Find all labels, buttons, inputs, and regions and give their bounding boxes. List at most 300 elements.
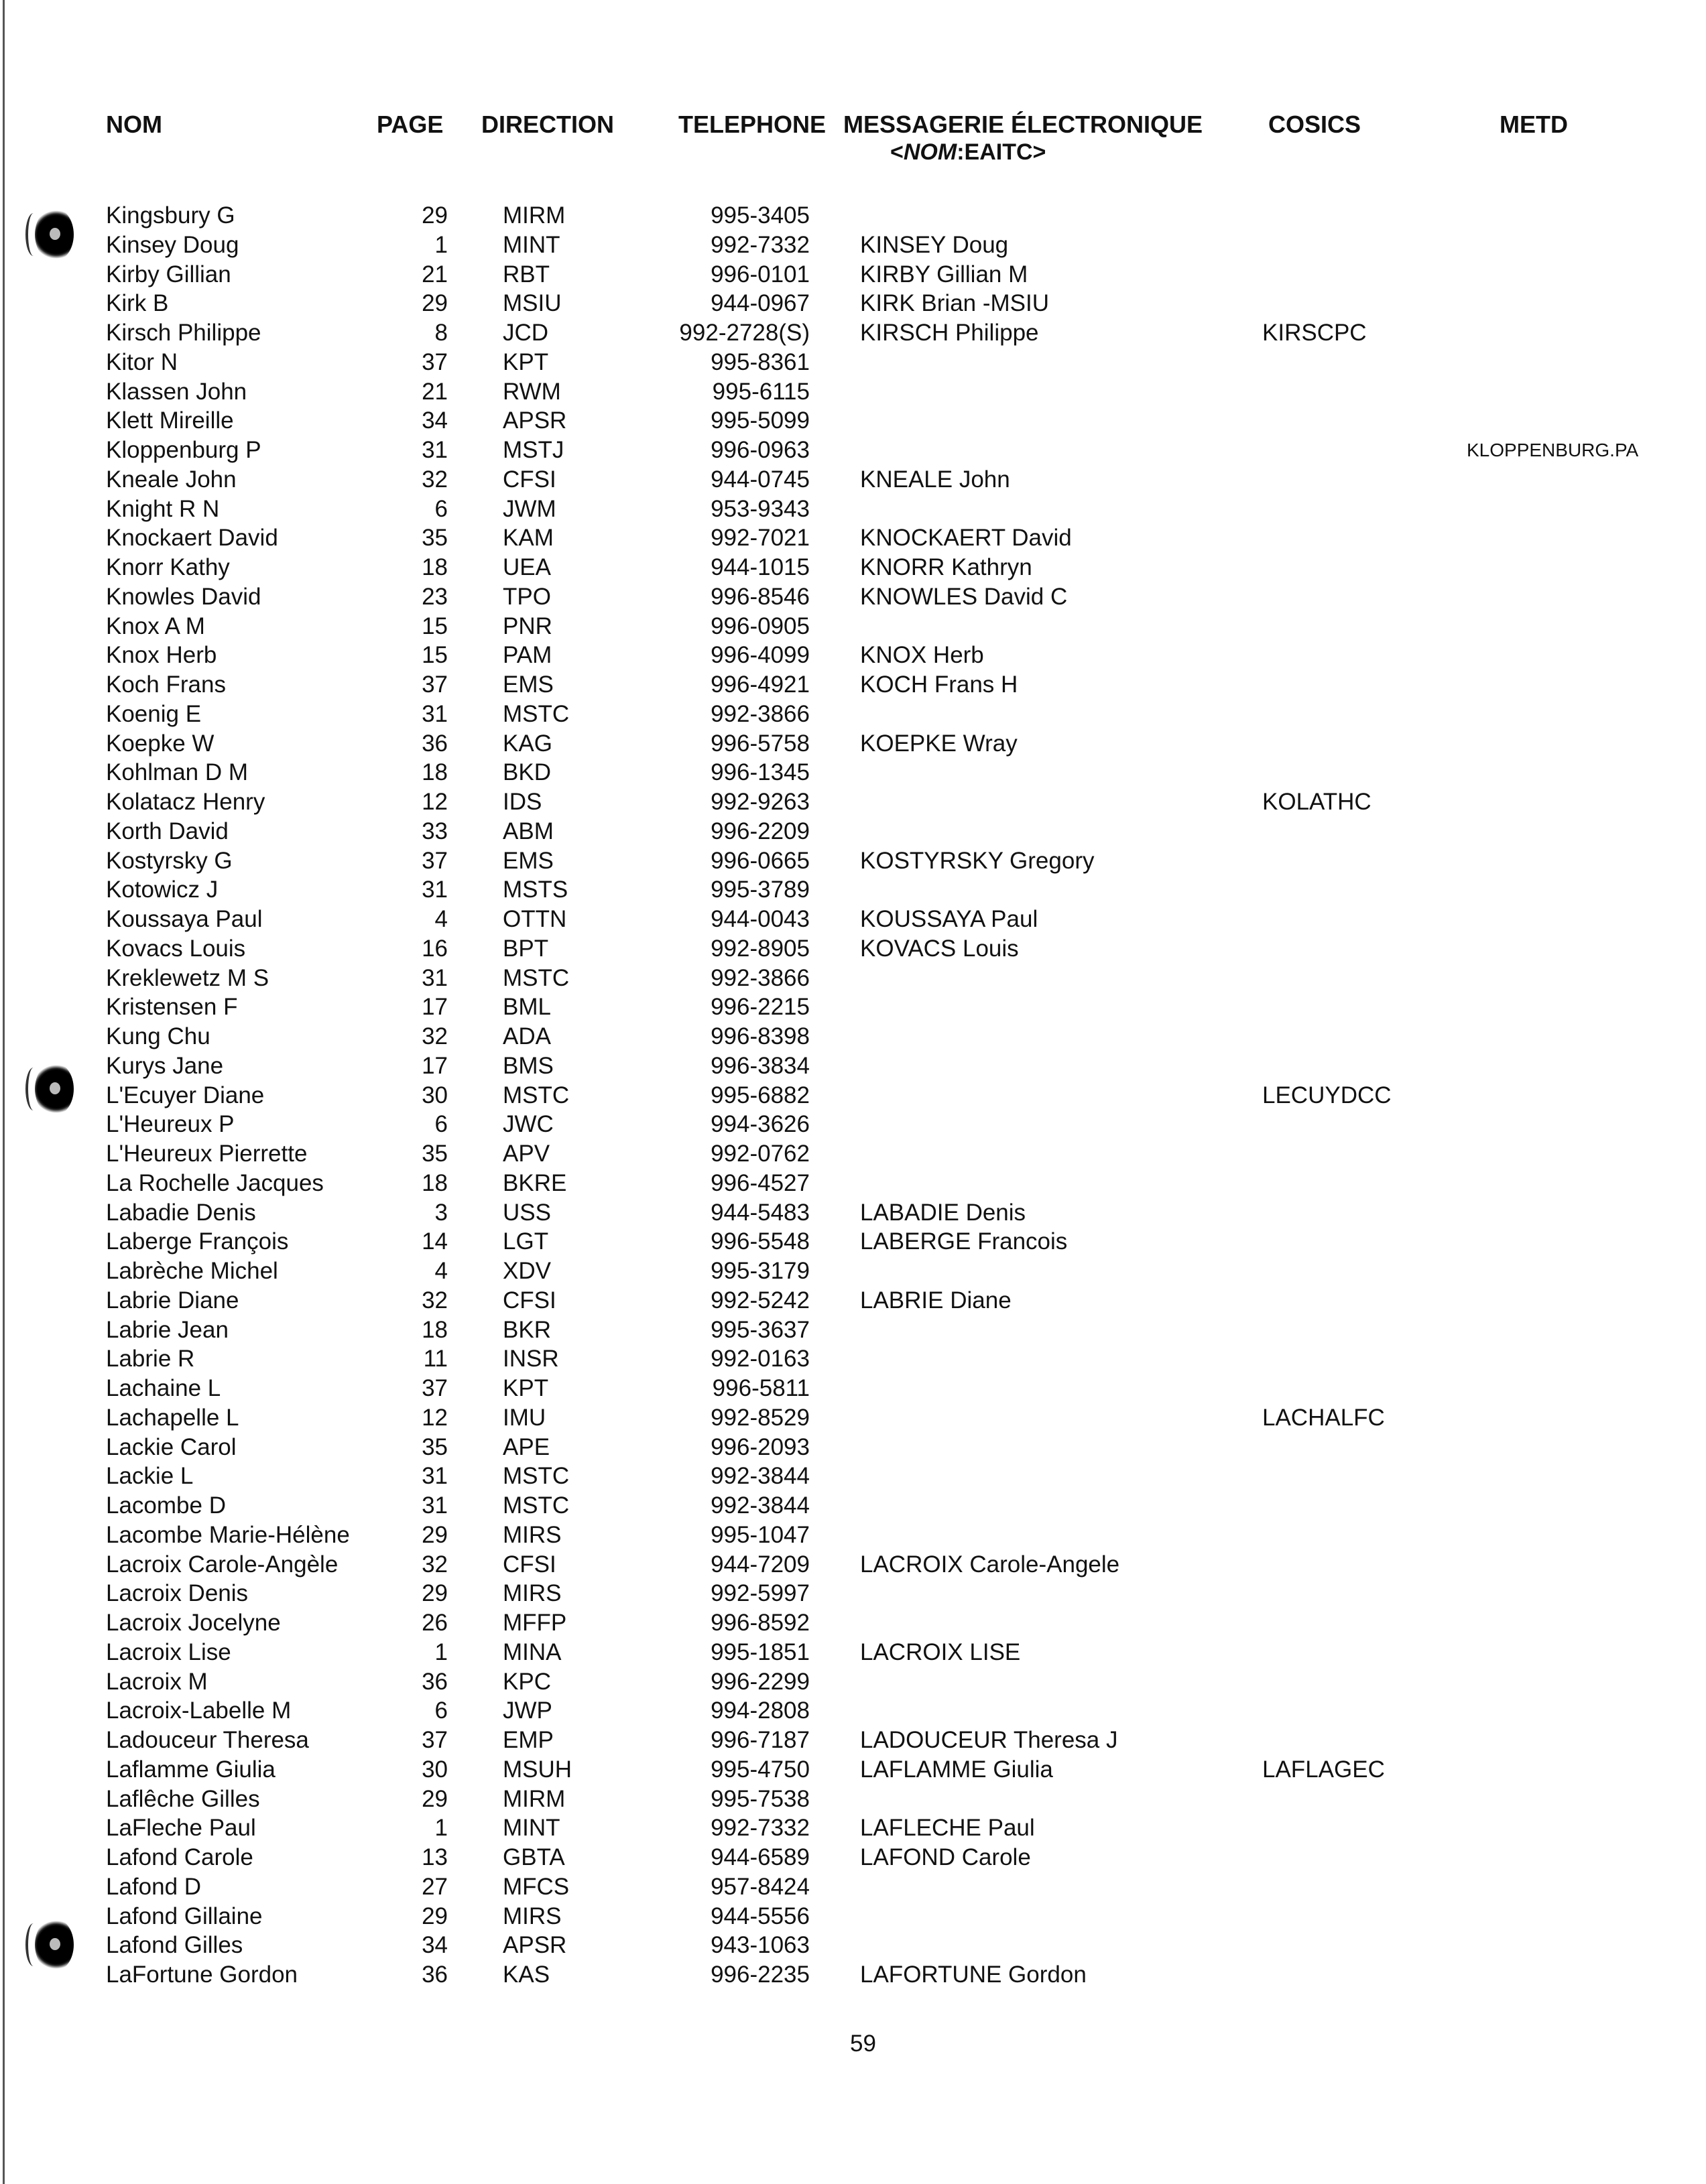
- cell-dir: JWM: [503, 495, 556, 522]
- cell-nom: Kitor N: [106, 348, 178, 375]
- cell-page: 8: [434, 320, 448, 346]
- cell-mail: LAFLAMME Giulia: [860, 1756, 1053, 1783]
- table-row: [0, 1755, 1706, 1785]
- cell-mail: KINSEY Doug: [860, 231, 1009, 258]
- cell-nom: Lacroix Denis: [106, 1580, 249, 1607]
- cell-page: 6: [434, 495, 448, 522]
- cell-dir: MSIU: [503, 290, 562, 317]
- table-row: [0, 1608, 1706, 1638]
- cell-nom: Lacroix Jocelyne: [106, 1610, 281, 1636]
- table-row: [0, 1931, 1706, 1960]
- cell-page: 4: [434, 1258, 448, 1284]
- cell-tel: 995-7538: [711, 1785, 810, 1812]
- table-row: [0, 1315, 1706, 1345]
- cell-mail: KNEALE John: [860, 466, 1010, 493]
- cell-metd: KLOPPENBURG.PA: [1467, 440, 1639, 460]
- cell-dir: CFSI: [503, 1551, 556, 1578]
- cell-nom: Labadie Denis: [106, 1199, 256, 1226]
- cell-tel: 996-5811: [712, 1375, 810, 1401]
- cell-tel: 992-3844: [711, 1492, 810, 1519]
- cell-page: 37: [422, 348, 448, 375]
- cell-nom: Lackie L: [106, 1463, 194, 1490]
- table-row: [0, 1374, 1706, 1403]
- table-row: [0, 1139, 1706, 1169]
- table-row: [0, 231, 1706, 260]
- header-messagerie: MESSAGERIE ÉLECTRONIQUE: [843, 111, 1203, 138]
- cell-nom: Labrie Diane: [106, 1287, 239, 1313]
- cell-page: 36: [422, 730, 448, 757]
- cell-dir: KPT: [503, 348, 549, 375]
- page-number: 59: [850, 2031, 876, 2057]
- cell-tel: 944-7209: [711, 1551, 810, 1578]
- cell-dir: ABM: [503, 818, 554, 844]
- cell-mail: KIRK Brian -MSIU: [860, 290, 1049, 317]
- table-row: [0, 846, 1706, 876]
- cell-page: 18: [422, 759, 448, 786]
- cell-nom: LaFortune Gordon: [106, 1962, 298, 1988]
- header-nom: NOM: [106, 111, 162, 138]
- cell-page: 17: [422, 1052, 448, 1079]
- cell-nom: Lafond Carole: [106, 1844, 253, 1870]
- table-row: [0, 875, 1706, 905]
- cell-nom: L'Ecuyer Diane: [106, 1082, 265, 1108]
- cell-page: 18: [422, 554, 448, 580]
- cell-tel: 992-2728(S): [679, 320, 810, 346]
- cell-dir: EMS: [503, 847, 554, 874]
- table-row: [0, 1462, 1706, 1491]
- cell-tel: 995-1047: [711, 1521, 810, 1548]
- table-row: [0, 377, 1706, 407]
- cell-mail: LABADIE Denis: [860, 1199, 1026, 1226]
- cell-dir: MIRM: [503, 202, 566, 229]
- header-metd: METD: [1500, 111, 1568, 138]
- cell-nom: Knorr Kathy: [106, 554, 230, 580]
- cell-page: 29: [422, 1903, 448, 1929]
- cell-tel: 944-5483: [711, 1199, 810, 1226]
- cell-page: 1: [434, 1639, 448, 1665]
- cell-page: 15: [422, 642, 448, 669]
- cell-nom: Kovacs Louis: [106, 935, 246, 962]
- cell-page: 26: [422, 1610, 448, 1636]
- cell-dir: INSR: [503, 1346, 559, 1372]
- cell-page: 18: [422, 1169, 448, 1196]
- cell-page: 31: [422, 964, 448, 991]
- cell-nom: Kreklewetz M S: [106, 964, 269, 991]
- cell-page: 11: [423, 1346, 448, 1372]
- table-row: [0, 964, 1706, 993]
- cell-dir: BKR: [503, 1316, 551, 1343]
- cell-nom: Koepke W: [106, 730, 215, 757]
- cell-tel: 953-9343: [711, 495, 810, 522]
- cell-nom: Lackie Carol: [106, 1433, 237, 1460]
- cell-page: 16: [422, 935, 448, 962]
- cell-page: 21: [422, 378, 448, 405]
- cell-tel: 994-3626: [711, 1111, 810, 1138]
- cell-dir: JCD: [503, 320, 549, 346]
- cell-page: 33: [422, 818, 448, 844]
- cell-dir: MSTC: [503, 700, 570, 727]
- cell-nom: Kung Chu: [106, 1023, 210, 1049]
- cell-cosics: LACHALFC: [1262, 1404, 1385, 1431]
- table-row: [0, 1081, 1706, 1110]
- cell-cosics: LAFLAGEC: [1262, 1756, 1385, 1783]
- cell-mail: LAFORTUNE Gordon: [860, 1962, 1087, 1988]
- cell-page: 30: [422, 1082, 448, 1108]
- cell-tel: 944-0745: [711, 466, 810, 493]
- table-row: [0, 201, 1706, 231]
- table-row: [0, 1344, 1706, 1374]
- cell-mail: KOSTYRSKY Gregory: [860, 847, 1095, 874]
- cell-mail: KIRSCH Philippe: [860, 320, 1039, 346]
- cell-page: 37: [422, 847, 448, 874]
- cell-dir: KPC: [503, 1668, 551, 1695]
- table-row: [0, 1726, 1706, 1755]
- cell-page: 17: [422, 994, 448, 1021]
- table-row: [0, 1110, 1706, 1139]
- cell-page: 32: [422, 1287, 448, 1313]
- cell-page: 1: [434, 1815, 448, 1842]
- cell-nom: Lachaine L: [106, 1375, 221, 1401]
- table-row: [0, 1813, 1706, 1843]
- header-page: PAGE: [377, 111, 444, 138]
- cell-page: 6: [434, 1111, 448, 1138]
- cell-nom: Laberge François: [106, 1228, 289, 1255]
- table-row: [0, 1198, 1706, 1228]
- table-row: [0, 817, 1706, 846]
- cell-tel: 996-4921: [711, 671, 810, 698]
- cell-nom: Klett Mireille: [106, 407, 234, 434]
- cell-nom: Korth David: [106, 818, 229, 844]
- cell-dir: CFSI: [503, 1287, 556, 1313]
- cell-nom: Kingsbury G: [106, 202, 235, 229]
- cell-dir: EMP: [503, 1727, 554, 1753]
- cell-nom: Koussaya Paul: [106, 906, 263, 932]
- cell-tel: 995-4750: [711, 1756, 810, 1783]
- table-row: [0, 1286, 1706, 1315]
- table-row: [0, 1872, 1706, 1902]
- cell-nom: Kinsey Doug: [106, 231, 239, 258]
- cell-nom: Lacombe D: [106, 1492, 226, 1519]
- cell-mail: KOCH Frans H: [860, 671, 1018, 698]
- table-row: [0, 1257, 1706, 1286]
- table-row: [0, 787, 1706, 817]
- table-row: [0, 1579, 1706, 1608]
- cell-nom: Kurys Jane: [106, 1052, 224, 1079]
- cell-tel: 992-7332: [711, 231, 810, 258]
- table-row: [0, 495, 1706, 524]
- cell-page: 29: [422, 1785, 448, 1812]
- table-row: [0, 1550, 1706, 1580]
- cell-page: 12: [422, 789, 448, 815]
- cell-nom: Koch Frans: [106, 671, 226, 698]
- cell-dir: BKRE: [503, 1169, 567, 1196]
- cell-mail: LAFLECHE Paul: [860, 1815, 1035, 1842]
- cell-tel: 995-8361: [711, 348, 810, 375]
- cell-tel: 992-3866: [711, 700, 810, 727]
- cell-dir: MSTC: [503, 1492, 570, 1519]
- cell-page: 29: [422, 1580, 448, 1607]
- cell-dir: LGT: [503, 1228, 549, 1255]
- table-row: [0, 582, 1706, 612]
- cell-mail: LAFOND Carole: [860, 1844, 1031, 1870]
- cell-nom: Kirsch Philippe: [106, 320, 261, 346]
- table-row: [0, 406, 1706, 436]
- cell-dir: MSTC: [503, 1463, 570, 1490]
- cell-dir: MINA: [503, 1639, 562, 1665]
- cell-tel: 996-3834: [711, 1052, 810, 1079]
- cell-page: 4: [434, 906, 448, 932]
- cell-dir: APV: [503, 1141, 550, 1167]
- cell-dir: MFCS: [503, 1873, 570, 1900]
- cell-page: 31: [422, 877, 448, 903]
- cell-mail: KNORR Kathryn: [860, 554, 1032, 580]
- cell-nom: L'Heureux P: [106, 1111, 235, 1138]
- cell-dir: MIRS: [503, 1580, 562, 1607]
- cell-dir: GBTA: [503, 1844, 565, 1870]
- cell-nom: Kotowicz J: [106, 877, 219, 903]
- cell-tel: 996-0101: [711, 261, 810, 287]
- cell-dir: JWC: [503, 1111, 554, 1138]
- cell-tel: 992-3866: [711, 964, 810, 991]
- header-direction: DIRECTION: [481, 111, 614, 138]
- cell-dir: BMS: [503, 1052, 554, 1079]
- cell-dir: OTTN: [503, 906, 567, 932]
- table-row: [0, 934, 1706, 964]
- cell-dir: XDV: [503, 1258, 551, 1284]
- table-row: [0, 1960, 1706, 1990]
- cell-dir: KAS: [503, 1962, 550, 1988]
- cell-mail: KOVACS Louis: [860, 935, 1019, 962]
- cell-nom: Knockaert David: [106, 525, 278, 552]
- cell-page: 27: [422, 1873, 448, 1900]
- cell-nom: Knox Herb: [106, 642, 217, 669]
- cell-mail: KOEPKE Wray: [860, 730, 1018, 757]
- table-row: [0, 1521, 1706, 1550]
- table-row: [0, 1403, 1706, 1433]
- cell-tel: 995-1851: [711, 1639, 810, 1665]
- cell-dir: EMS: [503, 671, 554, 698]
- table-row: [0, 348, 1706, 377]
- cell-nom: Labrie Jean: [106, 1316, 229, 1343]
- cell-dir: UEA: [503, 554, 551, 580]
- table-row: [0, 641, 1706, 670]
- table-row: [0, 905, 1706, 934]
- cell-tel: 996-0963: [711, 437, 810, 463]
- cell-tel: 944-0043: [711, 906, 810, 932]
- cell-page: 32: [422, 466, 448, 493]
- cell-tel: 996-8546: [711, 583, 810, 610]
- cell-dir: APE: [503, 1433, 550, 1460]
- cell-nom: Lafond Gillaine: [106, 1903, 263, 1929]
- cell-tel: 996-2209: [711, 818, 810, 844]
- cell-tel: 992-7021: [711, 525, 810, 552]
- cell-page: 37: [422, 1727, 448, 1753]
- cell-mail: KNOCKAERT David: [860, 525, 1072, 552]
- cell-dir: CFSI: [503, 466, 556, 493]
- cell-tel: 944-6589: [711, 1844, 810, 1870]
- table-row: [0, 436, 1706, 465]
- cell-page: 18: [422, 1316, 448, 1343]
- table-row: [0, 1638, 1706, 1667]
- table-row: [0, 553, 1706, 582]
- cell-tel: 995-3637: [711, 1316, 810, 1343]
- cell-tel: 995-3789: [711, 877, 810, 903]
- cell-page: 36: [422, 1962, 448, 1988]
- cell-tel: 992-9263: [711, 789, 810, 815]
- cell-dir: TPO: [503, 583, 551, 610]
- cell-tel: 995-3179: [711, 1258, 810, 1284]
- cell-dir: MIRS: [503, 1521, 562, 1548]
- cell-tel: 992-7332: [711, 1815, 810, 1842]
- cell-tel: 996-4099: [711, 642, 810, 669]
- table-row: [0, 1785, 1706, 1814]
- cell-nom: Ladouceur Theresa: [106, 1727, 309, 1753]
- cell-dir: PNR: [503, 613, 552, 639]
- cell-nom: Knox A M: [106, 613, 205, 639]
- cell-tel: 992-5997: [711, 1580, 810, 1607]
- cell-page: 29: [422, 1521, 448, 1548]
- cell-tel: 996-1345: [711, 759, 810, 786]
- cell-nom: Lacroix M: [106, 1668, 208, 1695]
- cell-mail: LABERGE Francois: [860, 1228, 1068, 1255]
- cell-nom: Kirk B: [106, 290, 169, 317]
- table-row: [0, 1902, 1706, 1931]
- table-row: [0, 318, 1706, 348]
- cell-mail: KNOX Herb: [860, 642, 984, 669]
- cell-tel: 996-8398: [711, 1023, 810, 1049]
- table-row: [0, 1696, 1706, 1726]
- cell-page: 32: [422, 1023, 448, 1049]
- table-row: [0, 1022, 1706, 1051]
- cell-page: 1: [434, 231, 448, 258]
- cell-tel: 996-0665: [711, 847, 810, 874]
- cell-nom: Kolatacz Henry: [106, 789, 265, 815]
- cell-dir: IDS: [503, 789, 542, 815]
- cell-tel: 943-1063: [711, 1932, 810, 1959]
- cell-mail: LACROIX LISE: [860, 1639, 1021, 1665]
- cell-mail: LACROIX Carole-Angele: [860, 1551, 1120, 1578]
- cell-dir: MIRS: [503, 1903, 562, 1929]
- cell-tel: 996-0905: [711, 613, 810, 639]
- cell-dir: MSTC: [503, 1082, 570, 1108]
- cell-page: 13: [422, 1844, 448, 1870]
- cell-page: 35: [422, 525, 448, 552]
- cell-tel: 996-8592: [711, 1610, 810, 1636]
- cell-mail: LABRIE Diane: [860, 1287, 1012, 1313]
- cell-tel: 992-8905: [711, 935, 810, 962]
- table-row: [0, 289, 1706, 318]
- cell-mail: KOUSSAYA Paul: [860, 906, 1038, 932]
- cell-tel: 944-0967: [711, 290, 810, 317]
- cell-page: 31: [422, 1492, 448, 1519]
- cell-dir: ADA: [503, 1023, 551, 1049]
- cell-page: 37: [422, 671, 448, 698]
- header-telephone: TELEPHONE: [678, 111, 827, 138]
- table-row: [0, 612, 1706, 641]
- cell-page: 35: [422, 1141, 448, 1167]
- cell-tel: 994-2808: [711, 1697, 810, 1724]
- table-row: [0, 1433, 1706, 1462]
- header-cosics: COSICS: [1268, 111, 1361, 138]
- cell-page: 21: [422, 261, 448, 287]
- cell-nom: Kostyrsky G: [106, 847, 233, 874]
- cell-nom: Lacombe Marie-Hélène: [106, 1521, 350, 1548]
- cell-nom: Kneale John: [106, 466, 237, 493]
- cell-page: 3: [434, 1199, 448, 1226]
- table-row: [0, 1051, 1706, 1081]
- cell-tel: 992-3844: [711, 1463, 810, 1490]
- cell-nom: Kohlman D M: [106, 759, 249, 786]
- cell-page: 34: [422, 1932, 448, 1959]
- table-row: [0, 1169, 1706, 1198]
- cell-tel: 995-6115: [712, 378, 810, 405]
- cell-dir: KPT: [503, 1375, 549, 1401]
- table-row: [0, 465, 1706, 495]
- cell-page: 29: [422, 202, 448, 229]
- table-row: [0, 670, 1706, 700]
- cell-nom: Knight R N: [106, 495, 220, 522]
- cell-tel: 992-0163: [711, 1346, 810, 1372]
- cell-dir: MSTS: [503, 877, 568, 903]
- cell-dir: BML: [503, 994, 551, 1021]
- cell-dir: MINT: [503, 231, 560, 258]
- table-row: [0, 729, 1706, 759]
- table-row: [0, 1843, 1706, 1872]
- cell-page: 34: [422, 407, 448, 434]
- cell-dir: MINT: [503, 1815, 560, 1842]
- cell-nom: Labrèche Michel: [106, 1258, 278, 1284]
- cell-dir: KAM: [503, 525, 554, 552]
- table-row: [0, 758, 1706, 787]
- cell-tel: 996-2235: [711, 1962, 810, 1988]
- cell-nom: Lacroix-Labelle M: [106, 1697, 292, 1724]
- cell-tel: 957-8424: [711, 1873, 810, 1900]
- cell-dir: MSUH: [503, 1756, 572, 1783]
- cell-nom: Lacroix Lise: [106, 1639, 231, 1665]
- cell-nom: Lafond Gilles: [106, 1932, 243, 1959]
- cell-tel: 944-1015: [711, 554, 810, 580]
- cell-nom: Lafond D: [106, 1873, 202, 1900]
- cell-nom: Knowles David: [106, 583, 261, 610]
- cell-nom: L'Heureux Pierrette: [106, 1141, 308, 1167]
- cell-page: 37: [422, 1375, 448, 1401]
- cell-cosics: KOLATHC: [1262, 789, 1372, 815]
- cell-tel: 996-7187: [711, 1727, 810, 1753]
- cell-tel: 996-4527: [711, 1169, 810, 1196]
- table-row: [0, 992, 1706, 1022]
- cell-tel: 944-5556: [711, 1903, 810, 1929]
- cell-nom: Laflêche Gilles: [106, 1785, 260, 1812]
- cell-cosics: KIRSCPC: [1262, 320, 1367, 346]
- table-row: [0, 260, 1706, 290]
- cell-dir: USS: [503, 1199, 551, 1226]
- cell-dir: APSR: [503, 1932, 567, 1959]
- cell-tel: 996-2093: [711, 1433, 810, 1460]
- cell-page: 31: [422, 437, 448, 463]
- cell-nom: LaFleche Paul: [106, 1815, 256, 1842]
- table-row: [0, 1491, 1706, 1521]
- cell-dir: MIRM: [503, 1785, 566, 1812]
- cell-dir: MFFP: [503, 1610, 567, 1636]
- cell-tel: 992-0762: [711, 1141, 810, 1167]
- cell-dir: RBT: [503, 261, 550, 287]
- table-row: [0, 700, 1706, 729]
- cell-dir: BPT: [503, 935, 549, 962]
- cell-dir: JWP: [503, 1697, 552, 1724]
- cell-cosics: LECUYDCC: [1262, 1082, 1392, 1108]
- cell-nom: Labrie R: [106, 1346, 195, 1372]
- cell-page: 35: [422, 1433, 448, 1460]
